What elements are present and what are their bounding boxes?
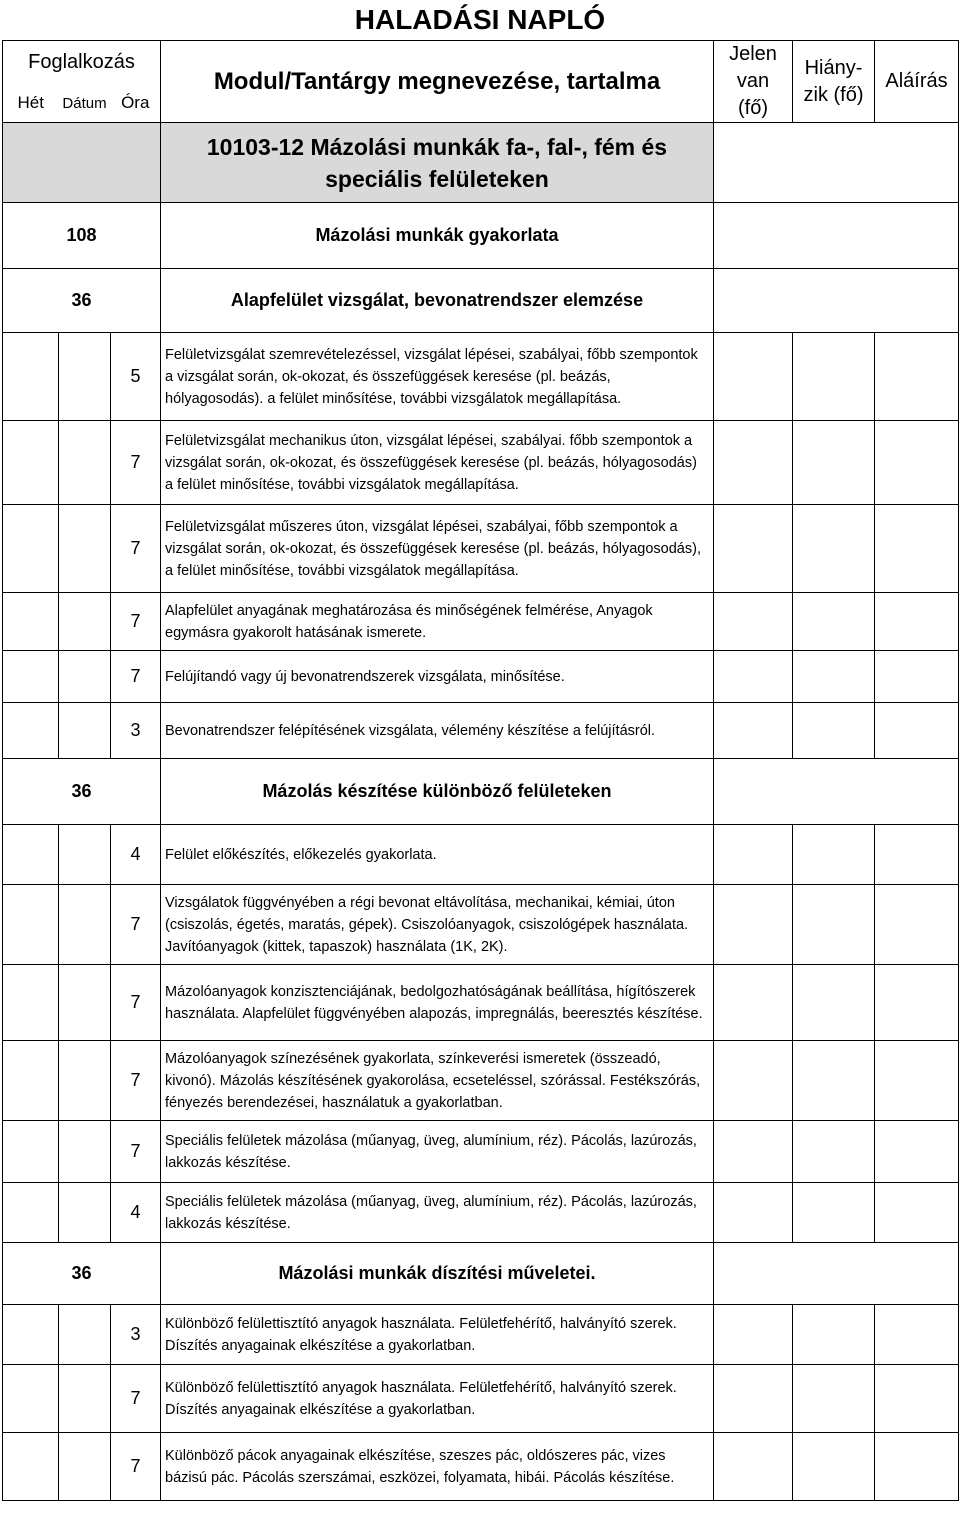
lesson-text: Mázolóanyagok színezésének gyakorlata, színkeverési ismeretek (összeadó, kivonó). Mázolás készítésének gyakorolása, ecseteléssel, szórással. Festékszórás, fényezés berendezései, használatuk a gyakorlatban. [161, 1041, 714, 1121]
lesson-row [3, 505, 959, 593]
week-cell [3, 825, 59, 885]
date-cell [59, 651, 111, 703]
topic-title: Mázolási munkák díszítési műveletei. [161, 1243, 714, 1305]
lesson-row [3, 703, 959, 759]
signature-cell [875, 1305, 959, 1365]
signature-cell [875, 965, 959, 1041]
present-cell [714, 505, 793, 593]
lesson-hours: 4 [111, 825, 161, 885]
topic-hours: 36 [3, 1243, 161, 1305]
signature-cell [875, 1365, 959, 1433]
topic-hours: 36 [3, 759, 161, 825]
signature-cell [875, 651, 959, 703]
absent-cell [793, 1121, 875, 1183]
signature-cell [875, 1433, 959, 1501]
lesson-row [3, 1183, 959, 1243]
lesson-hours: 7 [111, 421, 161, 505]
date-cell [59, 885, 111, 965]
lesson-row [3, 1041, 959, 1121]
signature-cell [875, 825, 959, 885]
lesson-text: Felújítandó vagy új bevonatrendszerek vizsgálata, minősítése. [161, 651, 714, 703]
date-cell [59, 1183, 111, 1243]
signature-cell [875, 703, 959, 759]
present-cell [714, 885, 793, 965]
lesson-text: Mázolóanyagok konzisztenciájának, bedolgozhatóságának beállítása, hígítószerek használata. Alapfelület függvényében alapozás, impregnálás, beeresztés készítése. [161, 965, 714, 1041]
absent-cell [793, 1365, 875, 1433]
week-cell [3, 421, 59, 505]
subject-row [3, 203, 959, 269]
lesson-hours: 3 [111, 1305, 161, 1365]
lesson-row [3, 593, 959, 651]
week-cell [3, 1183, 59, 1243]
header-hianyzik: Hiány- zik (fő) [793, 41, 875, 123]
module-title: 10103-12 Mázolási munkák fa-, fal-, fém és speciális felületeken [161, 123, 714, 203]
date-cell [59, 1041, 111, 1121]
header-jelen-van: Jelen van (fő) [714, 41, 793, 123]
present-cell [714, 593, 793, 651]
header-alairas: Aláírás [875, 41, 959, 123]
week-cell [3, 1121, 59, 1183]
topic-row [3, 1243, 959, 1305]
header-ora: Óra [111, 85, 161, 123]
signature-cell [875, 333, 959, 421]
header-het: Hét [3, 85, 59, 123]
date-cell [59, 1433, 111, 1501]
subject-title: Mázolási munkák gyakorlata [161, 203, 714, 269]
lesson-text: Különböző pácok anyagainak elkészítése, szeszes pác, oldószeres pác, vizes bázisú pác. Pácolás szerszámai, eszközei, folyamata, hibái. Pácolás készítése. [161, 1433, 714, 1501]
signature-cell [875, 505, 959, 593]
lesson-row [3, 825, 959, 885]
lesson-row [3, 421, 959, 505]
present-cell [714, 1121, 793, 1183]
topic-row [3, 269, 959, 333]
present-cell [714, 1433, 793, 1501]
week-cell [3, 505, 59, 593]
week-cell [3, 703, 59, 759]
lesson-text: Felületvizsgálat műszeres úton, vizsgálat lépései, szabályai, főbb szempontok a vizsgálat során, ok-okozat, és összefüggések keresése (pl. beázás, hólyagosodás), a felület minősítése, további vizsgálatok megállapítása. [161, 505, 714, 593]
week-cell [3, 333, 59, 421]
week-cell [3, 965, 59, 1041]
lesson-row [3, 333, 959, 421]
date-cell [59, 1121, 111, 1183]
lesson-text: Vizsgálatok függvényében a régi bevonat eltávolítása, mechanikai, kémiai, úton (csiszolás, égetés, maratás, gépek). Csiszolóanyagok, csiszológépek használata. Javítóanyagok (kittek, tapaszok) használata (1K, 2K). [161, 885, 714, 965]
present-cell [714, 965, 793, 1041]
present-cell [714, 421, 793, 505]
lesson-hours: 4 [111, 1183, 161, 1243]
lesson-text: Felületvizsgálat mechanikus úton, vizsgálat lépései, szabályai. főbb szempontok a vizsgálat során, ok-okozat, és összefüggések keresése (pl. beázás, hólyagosodás) a felület minősítése, további vizsgálatok megállapítása. [161, 421, 714, 505]
lesson-row [3, 1305, 959, 1365]
absent-cell [793, 333, 875, 421]
lesson-row [3, 965, 959, 1041]
subject-hours: 108 [3, 203, 161, 269]
absent-cell [793, 825, 875, 885]
signature-cell [875, 1041, 959, 1121]
week-cell [3, 1365, 59, 1433]
header-foglalkozas: Foglalkozás [3, 41, 161, 85]
present-cell [714, 703, 793, 759]
module-row [3, 123, 959, 203]
lesson-row [3, 1121, 959, 1183]
week-cell [3, 651, 59, 703]
lesson-text: Felület előkészítés, előkezelés gyakorlata. [161, 825, 714, 885]
signature-cell [875, 593, 959, 651]
lesson-text: Alapfelület anyagának meghatározása és minőségének felmérése, Anyagok egymásra gyakorolt hatásának ismerete. [161, 593, 714, 651]
header-row-1 [3, 41, 959, 85]
lesson-row [3, 1433, 959, 1501]
absent-cell [793, 965, 875, 1041]
lesson-hours: 7 [111, 593, 161, 651]
week-cell [3, 885, 59, 965]
date-cell [59, 421, 111, 505]
lesson-hours: 7 [111, 965, 161, 1041]
lesson-hours: 7 [111, 651, 161, 703]
date-cell [59, 1365, 111, 1433]
date-cell [59, 965, 111, 1041]
week-cell [3, 593, 59, 651]
present-cell [714, 825, 793, 885]
date-cell [59, 1305, 111, 1365]
present-cell [714, 1041, 793, 1121]
page-title: HALADÁSI NAPLÓ [354, 4, 606, 35]
absent-cell [793, 1041, 875, 1121]
lesson-hours: 7 [111, 1121, 161, 1183]
present-cell [714, 1365, 793, 1433]
lesson-text: Bevonatrendszer felépítésének vizsgálata, vélemény készítése a felújításról. [161, 703, 714, 759]
date-cell [59, 505, 111, 593]
absent-cell [793, 1183, 875, 1243]
absent-cell [793, 1305, 875, 1365]
lesson-row [3, 1365, 959, 1433]
present-cell [714, 333, 793, 421]
date-cell [59, 825, 111, 885]
lesson-hours: 5 [111, 333, 161, 421]
topic-title: Mázolás készítése különböző felületeken [161, 759, 714, 825]
signature-cell [875, 421, 959, 505]
topic-row [3, 759, 959, 825]
topic-rows [3, 269, 959, 1501]
absent-cell [793, 1433, 875, 1501]
lesson-hours: 7 [111, 1365, 161, 1433]
absent-cell [793, 885, 875, 965]
progress-log-table [2, 40, 959, 1501]
lesson-text: Különböző felülettisztító anyagok használata. Felületfehérítő, halványító szerek. Díszítés anyagainak elkészítése a gyakorlatban. [161, 1305, 714, 1365]
week-cell [3, 1041, 59, 1121]
header-modul: Modul/Tantárgy megnevezése, tartalma [161, 41, 714, 123]
lesson-text: Felületvizsgálat szemrevételezéssel, vizsgálat lépései, szabályai, főbb szempontok a vizsgálat során, ok-okozat, és összefüggések keresése (pl. beázás, hólyagosodás). a felület minősítése, további vizsgálatok megállapítása. [161, 333, 714, 421]
lesson-hours: 7 [111, 505, 161, 593]
absent-cell [793, 703, 875, 759]
signature-cell [875, 1183, 959, 1243]
date-cell [59, 333, 111, 421]
signature-cell [875, 1121, 959, 1183]
present-cell [714, 1305, 793, 1365]
absent-cell [793, 421, 875, 505]
lesson-row [3, 651, 959, 703]
absent-cell [793, 593, 875, 651]
absent-cell [793, 505, 875, 593]
week-cell [3, 1433, 59, 1501]
header-datum: Dátum [59, 85, 111, 123]
absent-cell [793, 651, 875, 703]
lesson-row [3, 885, 959, 965]
week-cell [3, 1305, 59, 1365]
lesson-text: Speciális felületek mázolása (műanyag, üveg, alumínium, réz). Pácolás, lazúrozás, lakkozás készítése. [161, 1121, 714, 1183]
topic-hours: 36 [3, 269, 161, 333]
lesson-hours: 7 [111, 1041, 161, 1121]
date-cell [59, 593, 111, 651]
lesson-text: Speciális felületek mázolása (műanyag, üveg, alumínium, réz). Pácolás, lazúrozás, lakkozás készítése. [161, 1183, 714, 1243]
date-cell [59, 703, 111, 759]
lesson-hours: 7 [111, 1433, 161, 1501]
lesson-hours: 3 [111, 703, 161, 759]
lesson-text: Különböző felülettisztító anyagok használata. Felületfehérítő, halványító szerek. Díszítés anyagainak elkészítése a gyakorlatban. [161, 1365, 714, 1433]
topic-title: Alapfelület vizsgálat, bevonatrendszer elemzése [161, 269, 714, 333]
present-cell [714, 1183, 793, 1243]
present-cell [714, 651, 793, 703]
signature-cell [875, 885, 959, 965]
lesson-hours: 7 [111, 885, 161, 965]
